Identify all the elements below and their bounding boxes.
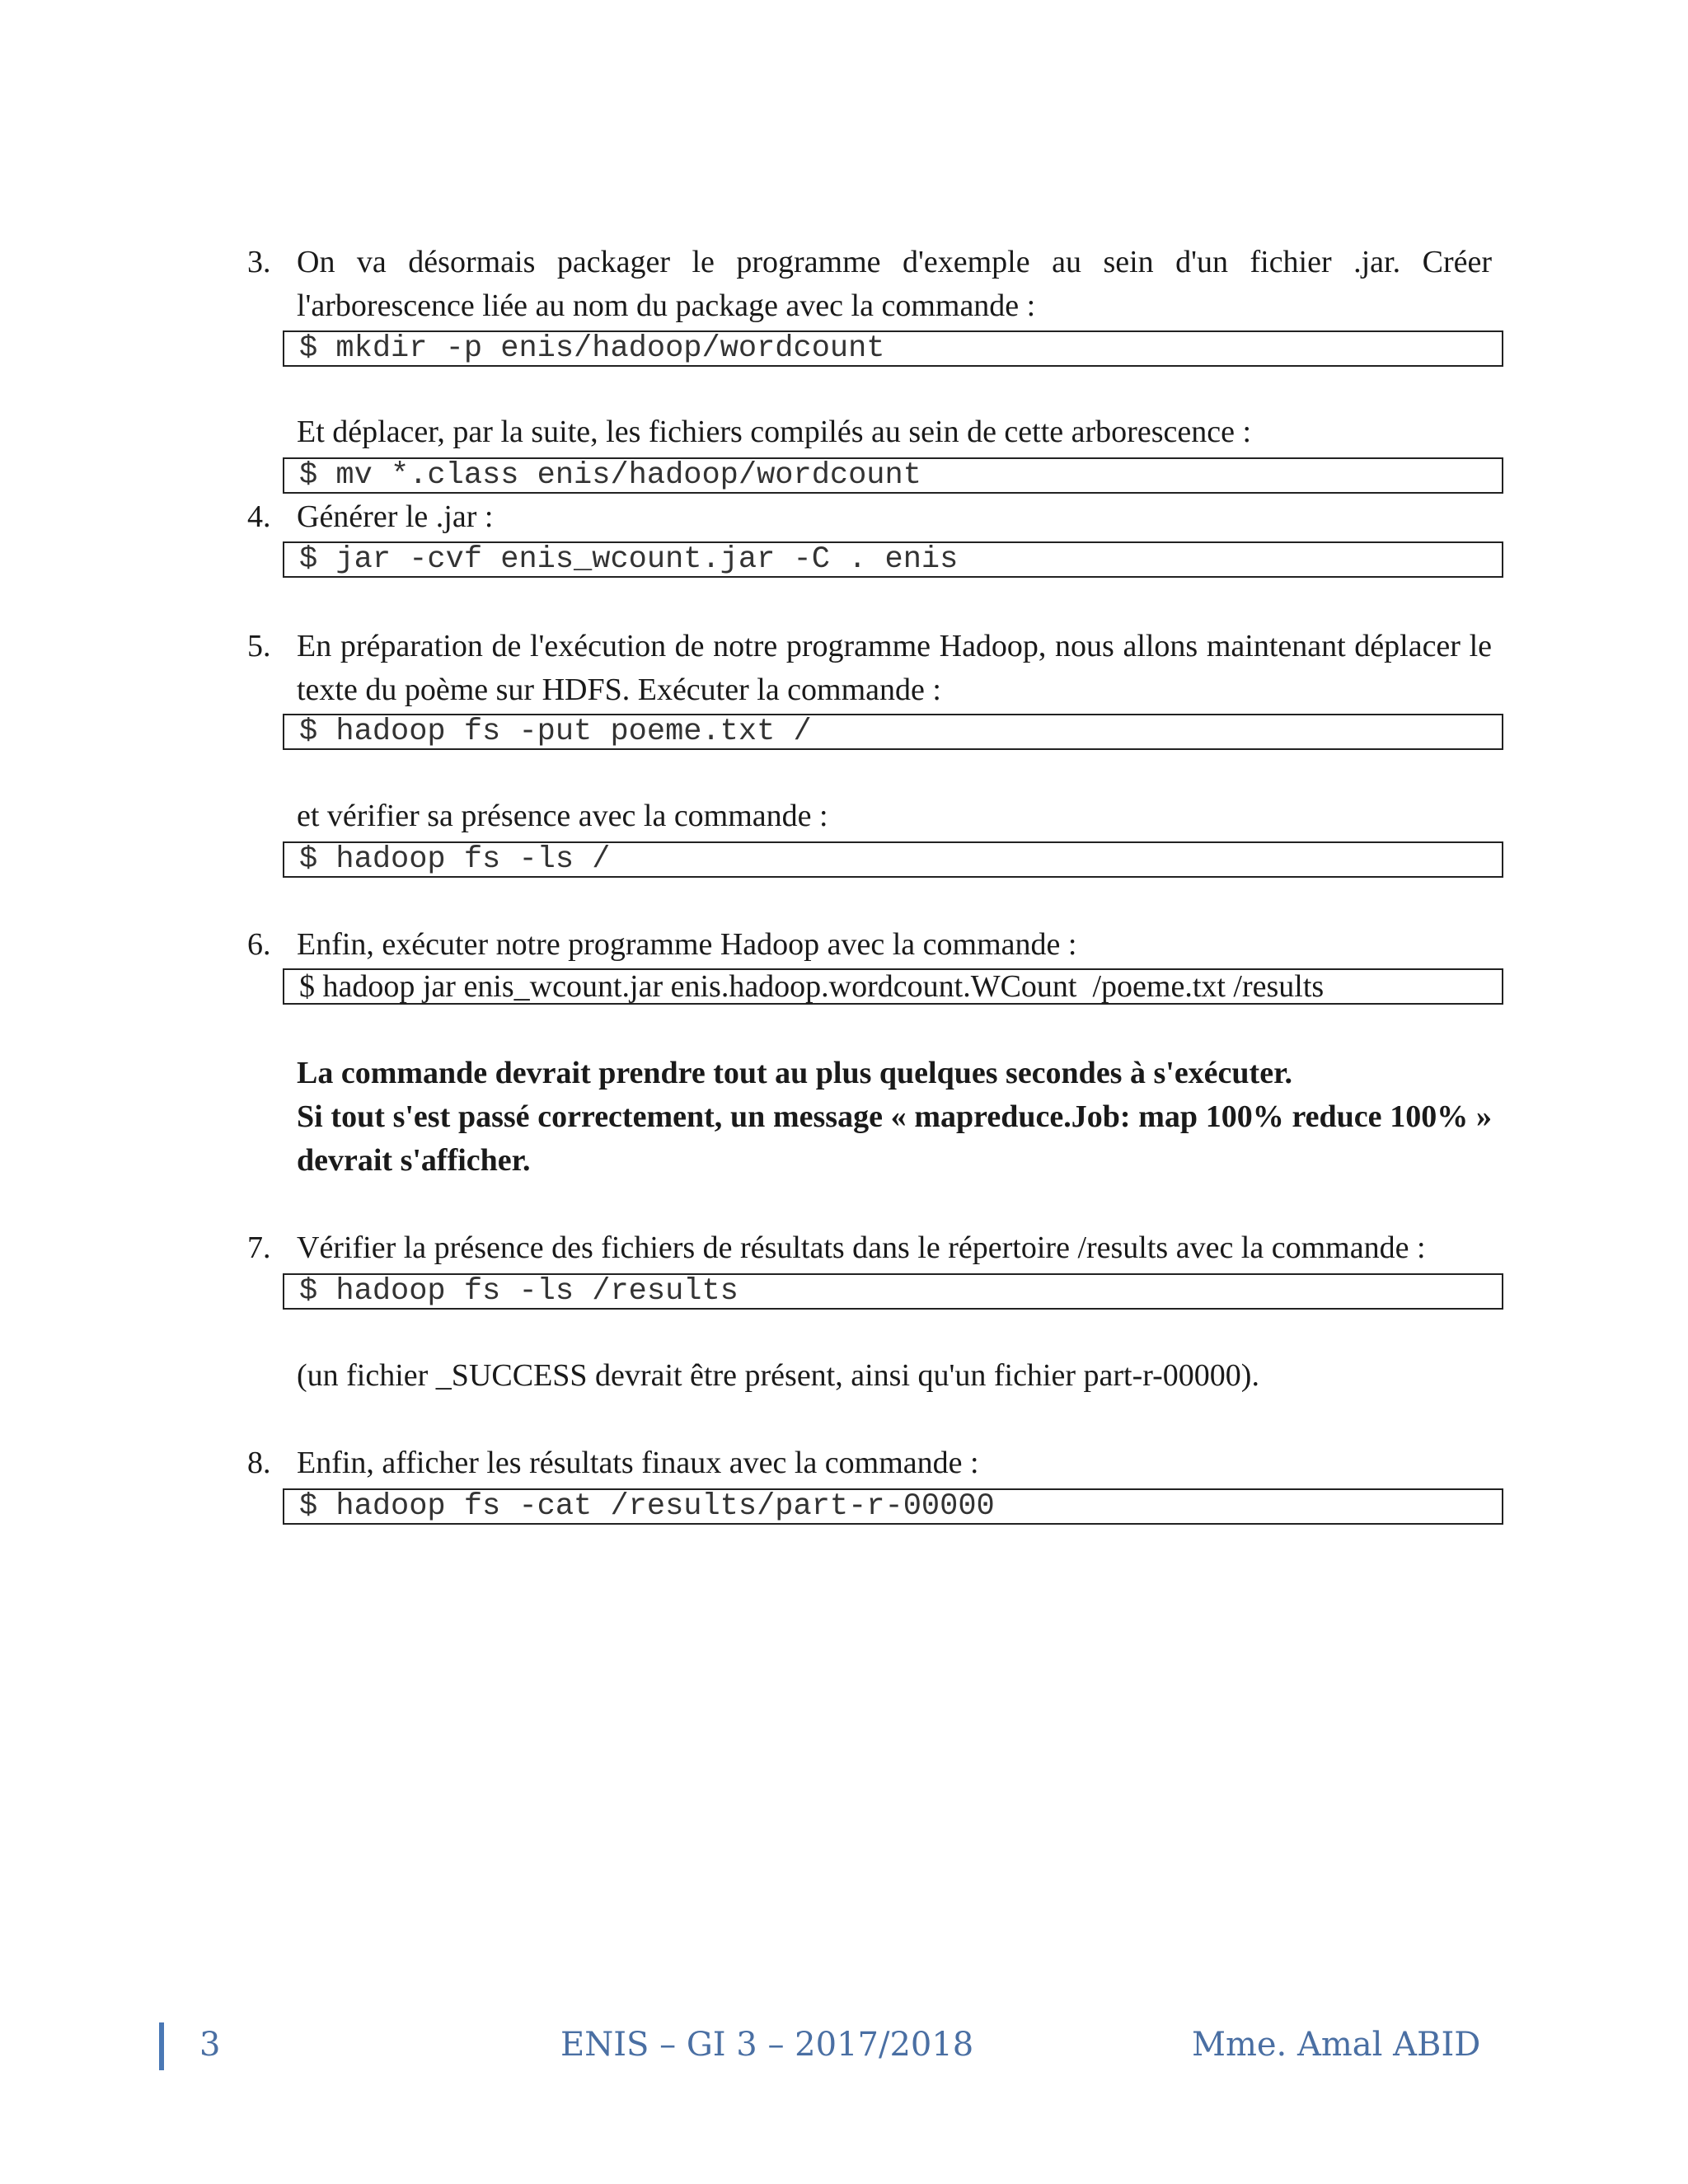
command-box-mkdir: $ mkdir -p enis/hadoop/wordcount xyxy=(283,330,1503,367)
step-5-verify-text: et vérifier sa présence avec la commande : xyxy=(297,799,828,833)
step-number: 3. xyxy=(247,245,271,279)
footer-author: Mme. Amal ABID xyxy=(1192,2026,1481,2064)
command-box-ls: $ hadoop fs -ls / xyxy=(283,841,1503,878)
step-3-move-text: Et déplacer, par la suite, les fichiers compilés au sein de cette arborescence : xyxy=(297,415,1251,449)
note-line-1: La commande devrait prendre tout au plus quelques secondes à s'exécuter. xyxy=(297,1056,1292,1090)
step-5-instruction: En préparation de l'exécution de notre programme Hadoop, nous allons maintenant déplacer le texte du poème sur HDFS. Exécuter la commande : xyxy=(297,629,1492,707)
step-number: 7. xyxy=(247,1230,271,1265)
command-box-mv: $ mv *.class enis/hadoop/wordcount xyxy=(283,457,1503,494)
step-7-instruction: Vérifier la présence des fichiers de résultats dans le répertoire /results avec la commande : xyxy=(297,1230,1426,1265)
page-number: 3 xyxy=(199,2026,221,2064)
command-box-put: $ hadoop fs -put poeme.txt / xyxy=(283,714,1503,750)
step-8-instruction: Enfin, afficher les résultats finaux avec la commande : xyxy=(297,1446,979,1480)
step-4-instruction: Générer le .jar : xyxy=(297,499,494,534)
page-footer xyxy=(0,2019,1688,2070)
step-3-instruction: On va désormais packager le programme d'exemple au sein d'un fichier .jar. Créer l'arborescence liée au nom du package avec la commande : xyxy=(297,245,1492,323)
step-6-instruction: Enfin, exécuter notre programme Hadoop avec la commande : xyxy=(297,927,1077,962)
step-7-result-note: (un fichier _SUCCESS devrait être présent, ainsi qu'un fichier part-r-00000). xyxy=(297,1358,1259,1393)
command-box-cat: $ hadoop fs -cat /results/part-r-00000 xyxy=(283,1488,1503,1525)
command-box-jar: $ jar -cvf enis_wcount.jar -C . enis xyxy=(283,541,1503,578)
step-number: 5. xyxy=(247,629,271,663)
footer-course: ENIS – GI 3 – 2017/2018 xyxy=(560,2026,974,2064)
note-line-2: Si tout s'est passé correctement, un message « mapreduce.Job: map 100% reduce 100% » devrait s'afficher. xyxy=(297,1099,1492,1178)
step-number: 6. xyxy=(247,927,271,962)
step-number: 8. xyxy=(247,1446,271,1480)
footer-accent-bar xyxy=(159,2022,164,2070)
step-number: 4. xyxy=(247,499,271,534)
command-box-hadoop-jar: $ hadoop jar enis_wcount.jar enis.hadoop.wordcount.WCount /poeme.txt /results xyxy=(283,968,1503,1005)
command-box-ls-results: $ hadoop fs -ls /results xyxy=(283,1273,1503,1310)
